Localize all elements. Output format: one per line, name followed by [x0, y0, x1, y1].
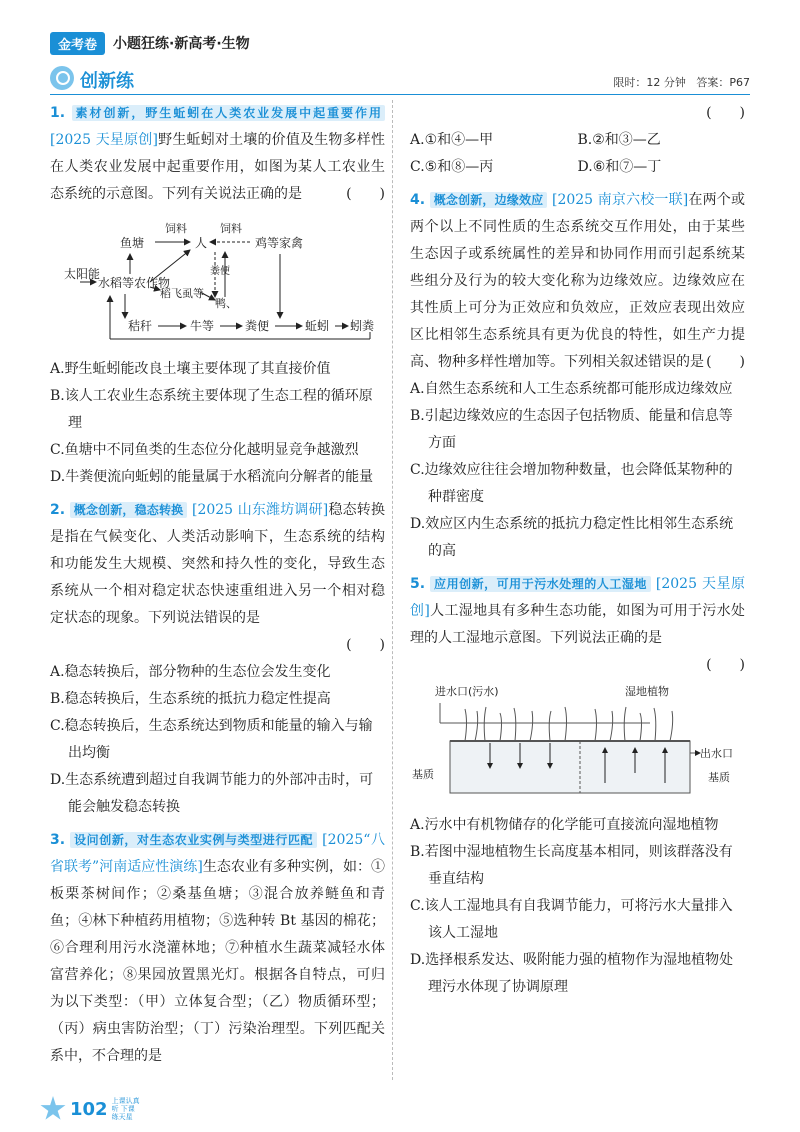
answer-blank: ( )	[346, 186, 385, 202]
question-4-option-b[interactable]: B.引起边缘效应的生态因子包括物质、能量和信息等方面	[410, 408, 733, 451]
page-number: 102	[70, 1098, 108, 1120]
question-2-option-b[interactable]: B.稳态转换后，生态系统的抵抗力稳定性提高	[50, 691, 331, 707]
question-3-stem	[50, 827, 385, 1070]
question-2	[50, 497, 385, 821]
question-source: [2025“八省联考”河南适应性演练]	[50, 832, 385, 875]
question-1	[50, 100, 385, 491]
question-text: 人工湿地具有多种生态功能，如图为可用于污水处理的人工湿地示意图。下列说法正确的是	[410, 603, 745, 646]
time-limit: 限时：12 分钟	[613, 76, 686, 89]
substrate-left-label: 基质	[412, 768, 434, 781]
question-3-option-c[interactable]: C.⑤和⑧—丙	[410, 159, 494, 175]
wetland-structure	[440, 703, 700, 793]
question-1-option-c[interactable]: C.鱼塘中不同鱼类的生态位分化越明显竞争越激烈	[50, 442, 359, 458]
question-3-option-d[interactable]: D.⑥和⑦—丁	[577, 159, 662, 175]
constructed-wetland-diagram	[410, 683, 745, 808]
question-4	[410, 187, 745, 565]
castings-node: 蚓粪	[350, 319, 375, 333]
question-4-option-d[interactable]: D.效应区内生态系统的抵抗力稳定性比相邻生态系统的高	[410, 516, 734, 559]
column-divider	[392, 100, 393, 1080]
question-3-option-b[interactable]: B.②和③—乙	[577, 132, 661, 148]
question-number: 1.	[50, 105, 66, 121]
question-2-option-c[interactable]: C.稳态转换后，生态系统达到物质和能量的输入与输出均衡	[50, 718, 373, 761]
footer-slogan: 上课认真听 下课练天星	[111, 1097, 140, 1121]
question-5-option-a[interactable]: A.污水中有机物储存的化学能可直接流向湿地植物	[410, 817, 719, 833]
section-header	[50, 66, 750, 92]
question-tag: 设问创新，对生态农业实例与类型进行匹配	[70, 832, 317, 848]
question-text: 野生蚯蚓对土壤的价值及生物多样性在人类农业发展中起重要作用，如图为某人工农业生态系统的示意图。下列有关说法正确的是	[50, 132, 385, 202]
question-3	[50, 827, 385, 1070]
left-column	[50, 100, 385, 1070]
feed-label-2: 饲料	[220, 222, 242, 235]
poultry-node: 鸡等家禽	[255, 236, 304, 250]
question-source: [2025 天星原创]	[50, 132, 158, 148]
question-source: [2025 南京六校一联]	[551, 192, 689, 208]
answer-blank: ( )	[706, 354, 745, 370]
question-source: [2025 山东潍坊调研]	[191, 502, 329, 518]
substrate-right-label: 基质	[708, 771, 730, 784]
sun-label: 太阳能	[64, 267, 101, 281]
question-tag: 概念创新，稳态转换	[70, 502, 188, 518]
question-2-stem	[50, 497, 385, 632]
brand-badge: 金考卷	[50, 32, 105, 55]
question-4-stem	[410, 187, 745, 376]
straw-node: 秸秆	[128, 319, 153, 333]
pond-node: 鱼塘	[120, 236, 145, 250]
question-1-option-d[interactable]: D.牛粪便流向蚯蚓的能量属于水稻流向分解者的能量	[50, 469, 374, 485]
question-3-option-a[interactable]: A.①和④—甲	[410, 132, 494, 148]
manure-vertical-label: 粪便	[210, 266, 230, 277]
star-icon	[40, 1096, 66, 1122]
top-bar	[50, 32, 250, 54]
question-5-stem	[410, 571, 745, 652]
crop-node: 水稻等农作物	[98, 276, 171, 290]
magnifier-logo-icon	[50, 66, 74, 90]
answer-blank: ( )	[706, 105, 745, 121]
right-column	[410, 100, 745, 1001]
plants-label: 湿地植物	[625, 685, 669, 698]
question-text: 生态农业有多种实例，如：①板栗茶树间作；②桑基鱼塘；③混合放养鲢鱼和青鱼；④林下种植药用植物；⑤选种转 Bt 基因的棉花；⑥合理利用污水浇灌林地；⑦种植水生蔬菜减轻水体富营养化；⑧果园放置黑光灯。根据各自特点，可归为以下类型：（甲）立体复合型；（乙）物质循环型；（丙）病虫害防治型；（丁）污染治理型。下列匹配关系中，不合理的是	[50, 859, 385, 1064]
question-5-option-d[interactable]: D.选择根系发达、吸附能力强的植物作为湿地植物处理污水体现了协调原理	[410, 952, 734, 995]
question-number: 3.	[50, 832, 66, 848]
question-number: 5.	[410, 576, 426, 592]
question-number: 2.	[50, 502, 66, 518]
header-rule	[50, 94, 750, 95]
question-5-option-c[interactable]: C.该人工湿地具有自我调节能力，可将污水大量排入该人工湿地	[410, 898, 733, 941]
cattle-node: 牛等	[190, 319, 215, 333]
inlet-label: 进水口(污水)	[435, 685, 499, 698]
question-5	[410, 571, 745, 1001]
series-title: 小题狂练·新高考·生物	[113, 36, 250, 52]
question-source: [2025 天星原创]	[410, 576, 746, 619]
question-text: 稳态转换是指在气候变化、人类活动影响下，生态系统的结构和功能发生大规模、突然和持久性的变化，导致生态系统从一个相对稳定状态快速重组进入另一个相对稳定状态的现象。下列说法错误的是	[50, 502, 385, 626]
question-2-option-a[interactable]: A.稳态转换后，部分物种的生态位会发生变化	[50, 664, 331, 680]
question-tag: 应用创新，可用于污水处理的人工湿地	[430, 576, 651, 592]
question-number: 4.	[410, 192, 426, 208]
people-node: 人	[195, 236, 208, 250]
answer-page: 答案：P67	[696, 76, 750, 89]
section-meta	[613, 74, 750, 90]
section-title: 创新练	[80, 71, 134, 92]
question-tag: 概念创新，边缘效应	[430, 192, 548, 208]
manure-node: 粪便	[245, 319, 270, 333]
question-5-option-b[interactable]: B.若图中湿地植物生长高度基本相同，则该群落没有垂直结构	[410, 844, 733, 887]
question-4-option-c[interactable]: C.边缘效应往往会增加物种数量，也会降低某物种的种群密度	[410, 462, 733, 505]
question-2-option-d[interactable]: D.生态系统遭到超过自我调节能力的外部冲击时，可能会触发稳态转换	[50, 772, 374, 815]
question-1-stem	[50, 100, 385, 208]
duck-node: 鸭、	[215, 297, 237, 310]
farm-ecosystem-diagram	[50, 212, 385, 352]
question-1-option-a[interactable]: A.野生蚯蚓能改良土壤主要体现了其直接价值	[50, 361, 331, 377]
feed-label-1: 饲料	[165, 222, 187, 235]
question-4-option-a[interactable]: A.自然生态系统和人工生态系统都可能形成边缘效应	[410, 381, 733, 397]
question-1-option-b[interactable]: B.该人工农业生态系统主要体现了生态工程的循环原理	[50, 388, 373, 431]
page-footer	[40, 1094, 142, 1124]
planthopper-node: 稻飞虱等	[160, 287, 204, 300]
question-3-options	[410, 127, 745, 181]
answer-blank: ( )	[706, 657, 745, 673]
outlet-label: 出水口	[700, 747, 733, 760]
earthworm-node: 蚯蚓	[305, 319, 330, 333]
answer-blank: ( )	[346, 637, 385, 653]
question-tag: 素材创新，野生蚯蚓在人类农业发展中起重要作用	[72, 105, 386, 121]
question-text: 在两个或两个以上不同性质的生态系统交互作用处，由于某些生态因子或系统属性的差异和协同作用而引起系统某些组分及行为的较大变化称为边缘效应。边缘效应在其性质上可分为正效应和负效应，正效应表现出效应区比相邻生态系统具有更为优良的特性，如生产力提高、物种多样性增加等。下列相关叙述错误的是	[410, 192, 745, 370]
